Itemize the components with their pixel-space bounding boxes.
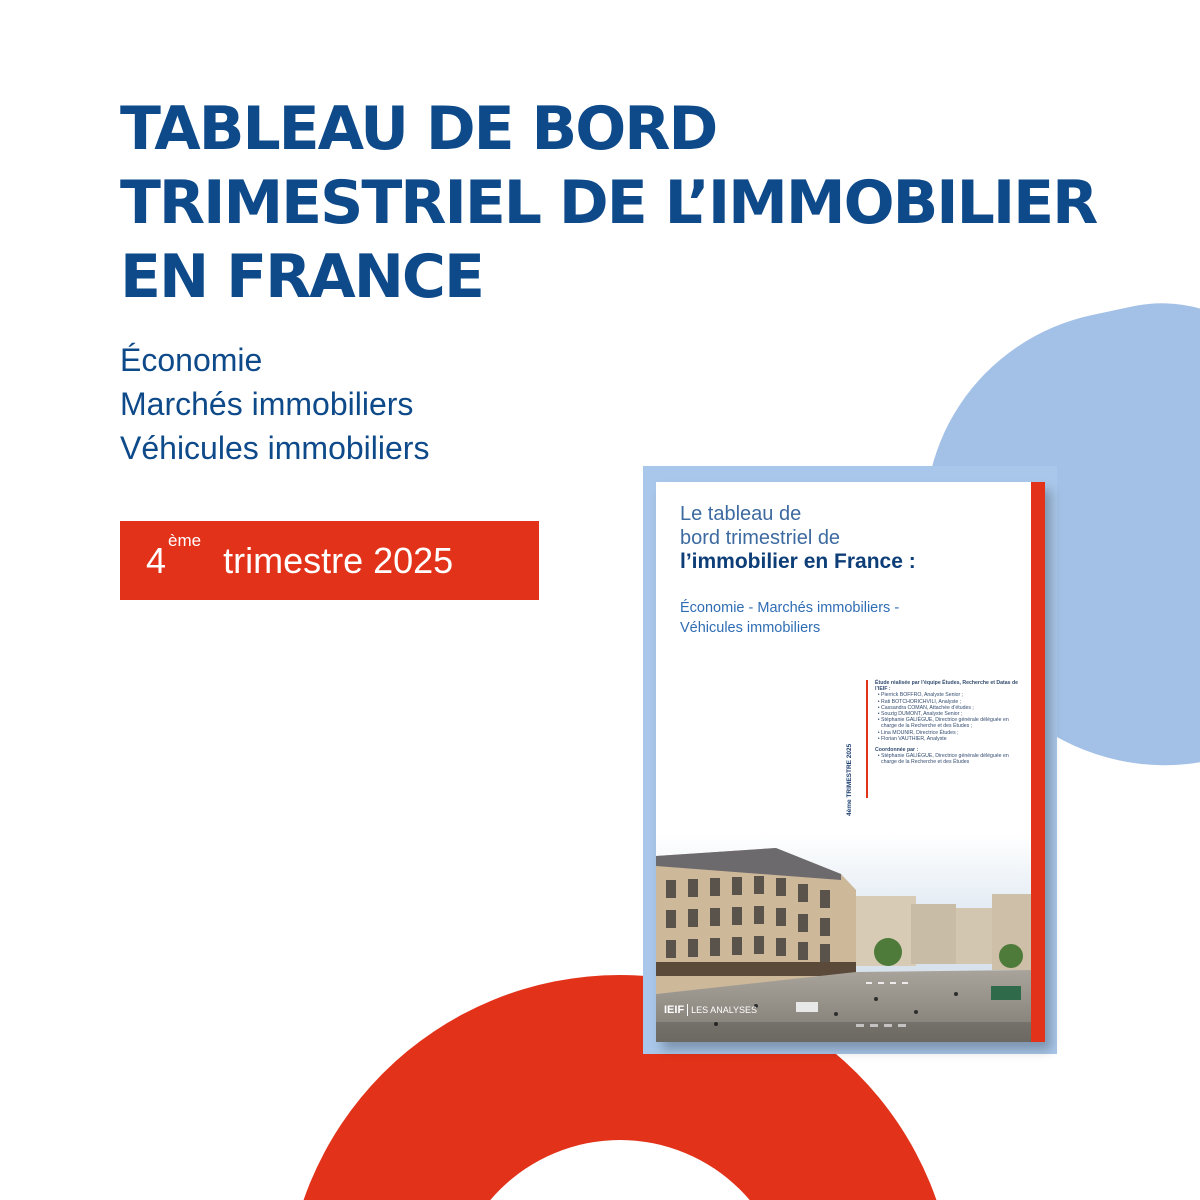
topic-item: Marchés immobiliers	[120, 386, 414, 422]
cover-title	[680, 502, 1020, 574]
cover-subtitle-line-1: Économie - Marchés immobiliers -	[680, 600, 900, 616]
quarter-text: trimestre 2025	[223, 539, 454, 581]
ieif-logo	[664, 1004, 757, 1016]
title-line-1: TABLEAU DE BORD	[120, 94, 717, 164]
period-badge	[120, 521, 539, 600]
ieif-logo-text: LES ANALYSES	[691, 1005, 758, 1015]
quarter-superscript: ème	[168, 530, 202, 550]
cover-credits	[875, 680, 1025, 766]
credit-item: • Lina MOUNIR, Directrice Études ;	[881, 730, 1025, 736]
credit-item: • Souzig DUMONT, Analyste Senior ;	[881, 711, 1025, 717]
coordinator-list	[875, 753, 1025, 765]
cover-vertical-label: 4ème TRIMESTRE 2025	[846, 743, 853, 816]
credits-heading: Étude réalisée par l’équipe Études, Recherche et Datas de l’IEIF :	[875, 680, 1018, 693]
quarter-number	[146, 530, 202, 582]
title-line-3: EN FRANCE	[120, 242, 483, 312]
credits-list	[875, 692, 1025, 742]
coordinated-heading: Coordonnée par :	[875, 747, 919, 754]
credit-item: • Stéphanie GALIÈGUE, Directrice générale déléguée en charge de la Recherche et des Études ;	[881, 717, 1025, 729]
credit-item: • Cassandra COMAN, Attachée d’études ;	[881, 705, 1025, 711]
cover-title-line-3: l’immobilier en France :	[680, 550, 916, 573]
credit-item: • Rati BOTCHORICHVILI, Analyste ;	[881, 699, 1025, 705]
main-title	[120, 92, 1120, 314]
quarter-digit: 4	[146, 539, 167, 581]
topic-item: Économie	[120, 342, 263, 378]
credits-accent-bar	[866, 680, 868, 798]
report-cover	[656, 482, 1045, 1042]
cover-title-line-1: Le tableau de	[680, 503, 802, 525]
credit-item: • Florian VAUTHIER, Analyste	[881, 736, 1025, 742]
topic-item: Véhicules immobiliers	[120, 430, 430, 466]
title-line-2: TRIMESTRIEL DE L’IMMOBILIER	[120, 168, 1097, 238]
cover-subtitle	[680, 598, 1010, 638]
coordinator-item: • Stéphanie GALIÈGUE, Directrice générale déléguée en charge de la Recherche et des Études	[881, 753, 1025, 765]
credit-item: • Pierrick BOFFRO, Analyste Senior ;	[881, 692, 1025, 698]
ieif-logo-mark: IEIF	[664, 1004, 688, 1016]
topics-list	[120, 338, 429, 470]
cover-red-bar	[1031, 482, 1045, 1042]
cover-subtitle-line-2: Véhicules immobiliers	[680, 620, 821, 636]
cover-title-line-2: bord trimestriel de	[680, 527, 841, 549]
